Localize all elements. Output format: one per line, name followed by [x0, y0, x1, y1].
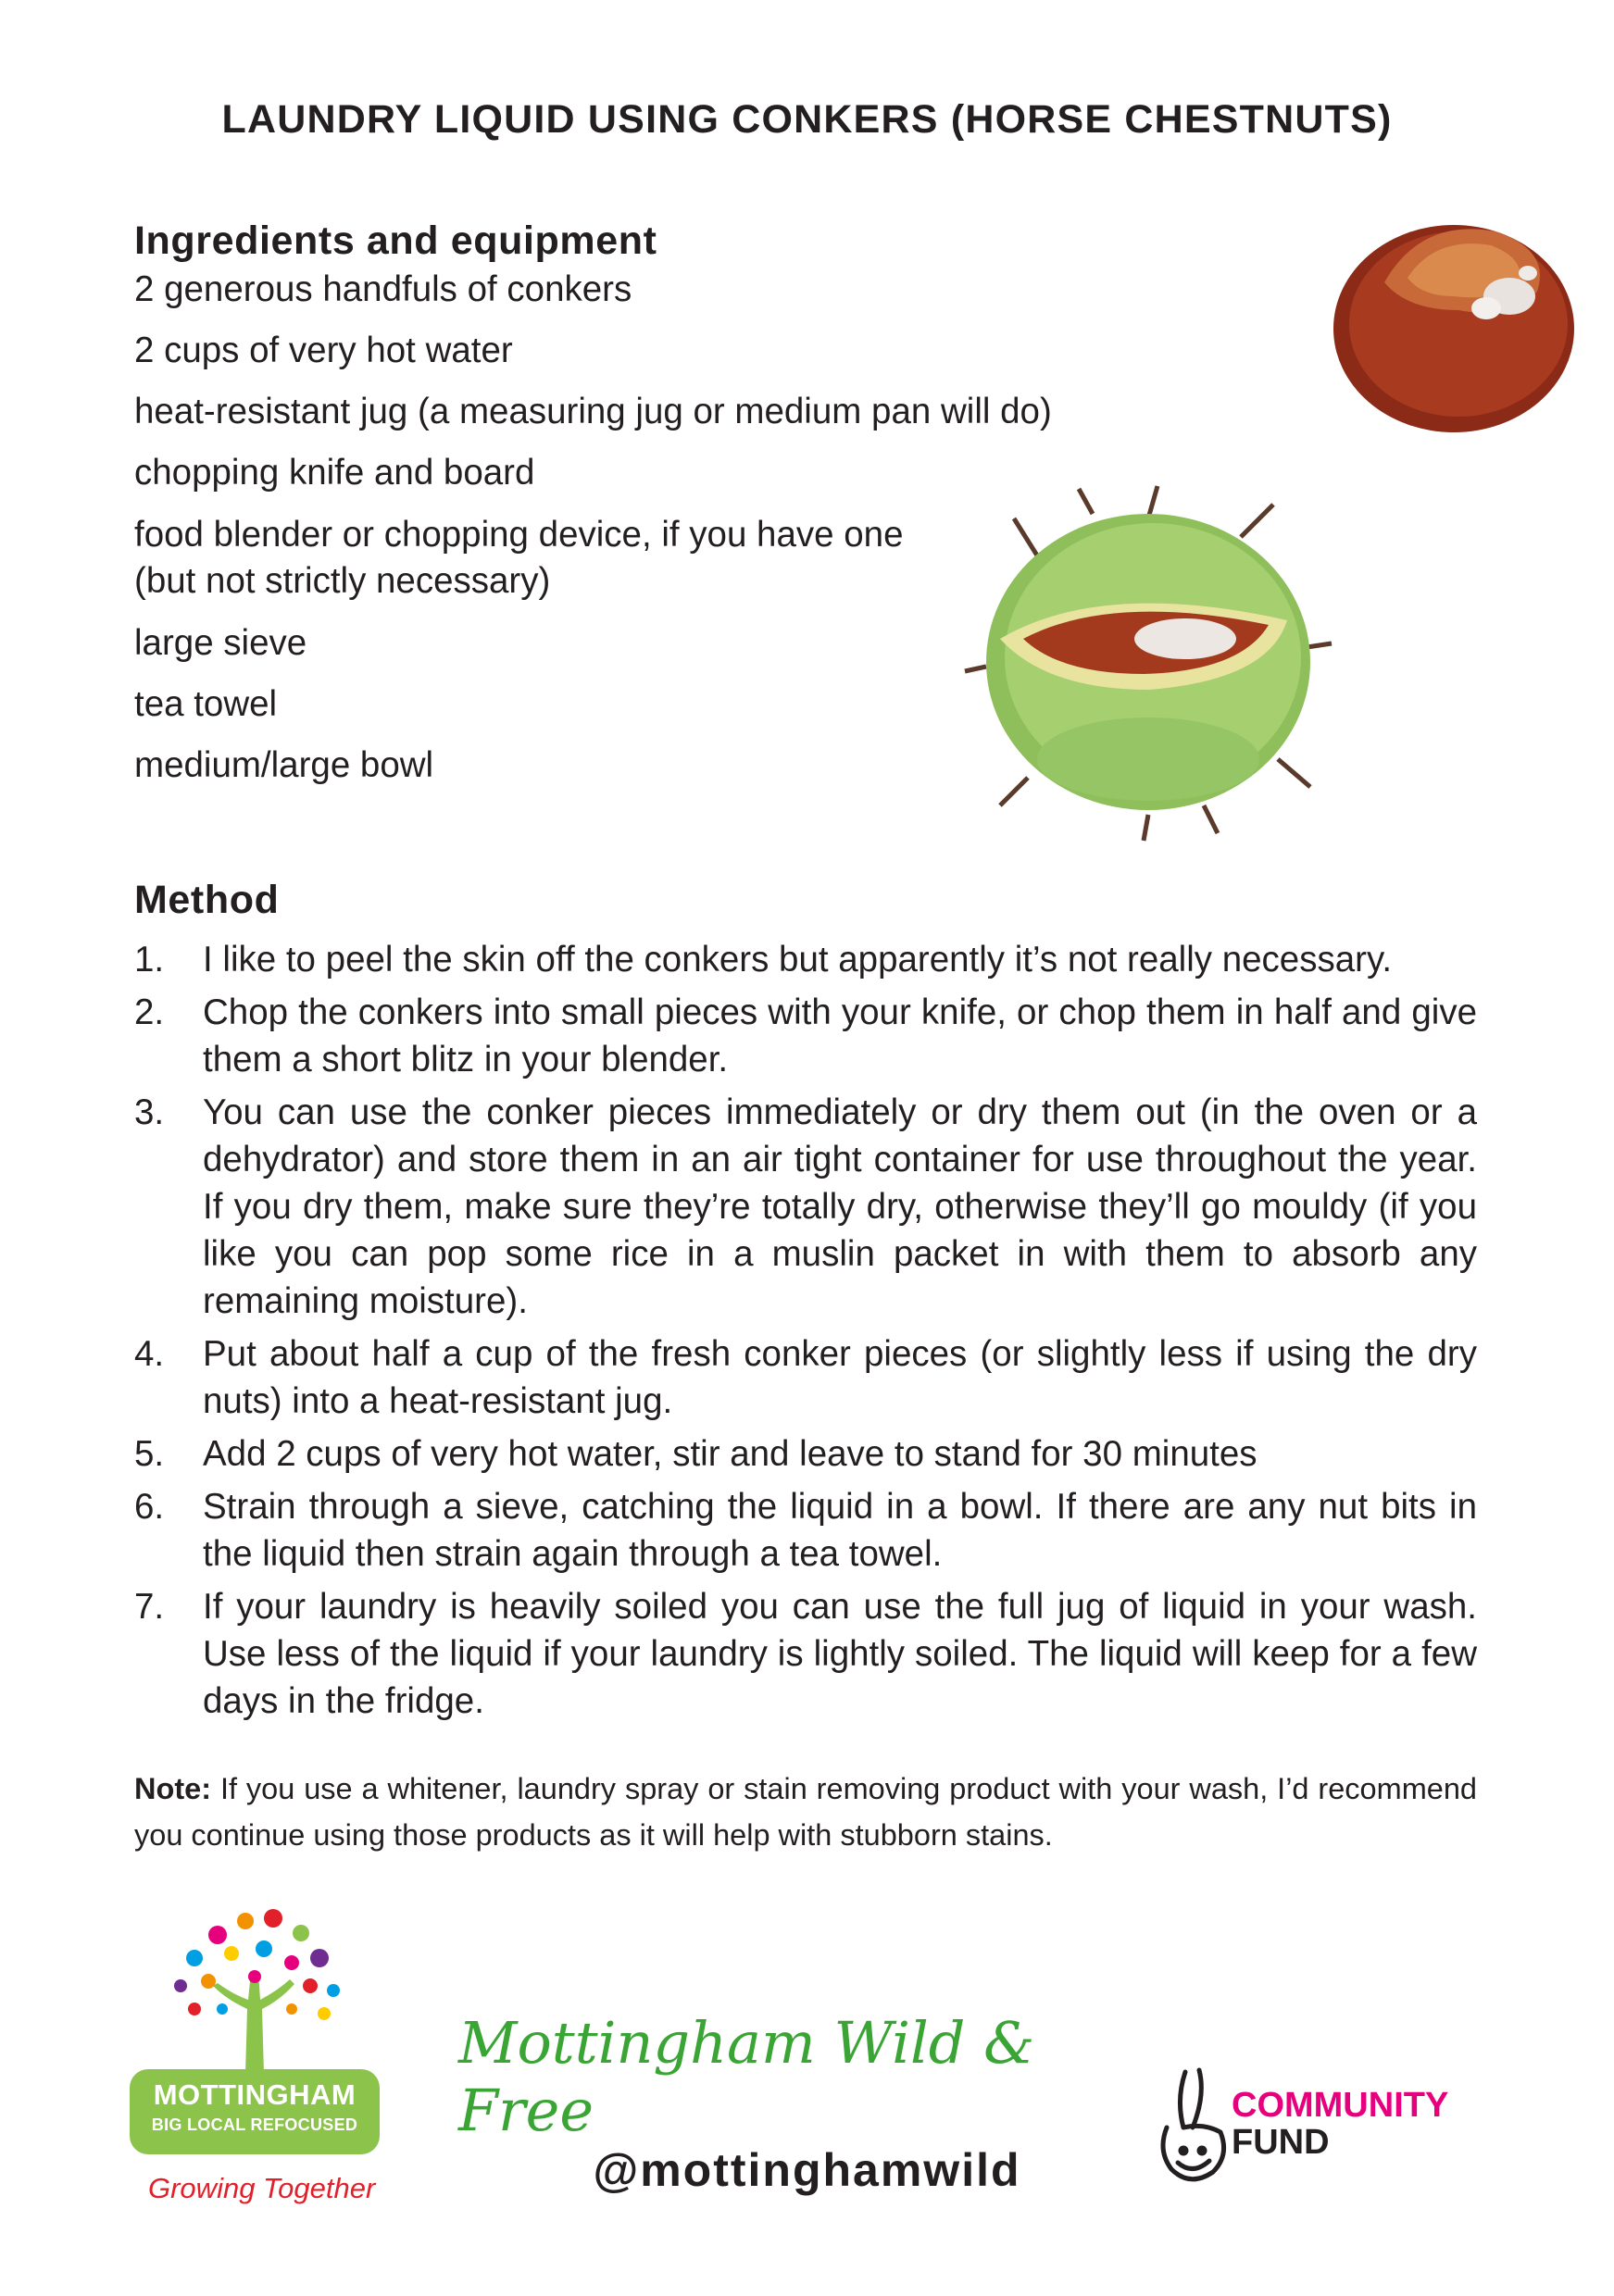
- method-step: [134, 936, 1477, 983]
- step-text: Add 2 cups of very hot water, stir and leave to stand for 30 minutes: [203, 1434, 1257, 1474]
- step-number: 7.: [134, 1587, 165, 1627]
- step-number: 1.: [134, 940, 165, 980]
- ingredient-item: chopping knife and board: [134, 453, 535, 493]
- method-step: [134, 1089, 1477, 1325]
- ingredient-item: large sieve: [134, 623, 307, 663]
- mottingham-badge: [130, 2069, 380, 2154]
- conker-illustration: [1320, 208, 1588, 440]
- logo-tagline: Growing Together: [148, 2172, 376, 2204]
- step-number: 3.: [134, 1092, 165, 1132]
- step-number: 5.: [134, 1434, 165, 1474]
- ingredients-heading: Ingredients and equipment: [134, 218, 657, 263]
- method-step: [134, 1330, 1477, 1425]
- fund-wordmark: [1232, 2087, 1448, 2161]
- fund-line-fund: FUND: [1232, 2123, 1330, 2162]
- tree-icon: [125, 1898, 384, 2074]
- ingredients-section: [134, 218, 1107, 788]
- method-step: [134, 1430, 1477, 1478]
- social-handle: @mottinghamwild: [593, 2144, 1021, 2196]
- method-step: [134, 1583, 1477, 1725]
- method-step: [134, 1483, 1477, 1578]
- step-text: You can use the conker pieces immediately or dry them out (in the oven or a dehydrator) and store them in an air tight container for use throughout the year. If you dry them, make sure they’re totally dry, otherwise they’ll go mouldy (if you like you can pop some rice in a muslin packet in with them to absorb any remaining moisture).: [203, 1092, 1477, 1321]
- logo-name: MOTTINGHAM: [153, 2078, 357, 2111]
- step-text: If your laundry is heavily soiled you can use the full jug of liquid in your wash. Use less of the liquid if your laundry is lightly soiled. The liquid will keep for a few days in the fridge.: [203, 1587, 1477, 1721]
- step-text: Put about half a cup of the fresh conker pieces (or slightly less if using the dry nuts) into a heat-resistant jug.: [203, 1334, 1477, 1421]
- logo-subtitle: BIG LOCAL REFOCUSED: [151, 2115, 358, 2134]
- note-label: Note:: [134, 1772, 212, 1805]
- ingredient-item: tea towel: [134, 684, 278, 724]
- ingredient-item: heat-resistant jug (a measuring jug or medium pan will do): [134, 392, 1052, 431]
- ingredient-item: food blender or chopping device, if you have one (but not strictly necessary): [134, 515, 904, 601]
- step-number: 2.: [134, 992, 165, 1032]
- crossed-fingers-icon: [1148, 2063, 1236, 2192]
- ingredient-item: medium/large bowl: [134, 745, 434, 785]
- page-title: LAUNDRY LIQUID USING CONKERS (HORSE CHESTNUTS): [221, 97, 1393, 142]
- method-step: [134, 989, 1477, 1083]
- note-text: If you use a whitener, laundry spray or stain removing product with your wash, I’d recommend you continue using those products as it will help with stubborn stains.: [134, 1772, 1477, 1852]
- ingredients-list: [134, 268, 1107, 788]
- step-text: I like to peel the skin off the conkers but apparently it’s not really necessary.: [203, 940, 1393, 980]
- step-number: 6.: [134, 1487, 165, 1527]
- step-text: Chop the conkers into small pieces with your knife, or chop them in half and give them a short blitz in your blender.: [203, 992, 1477, 1079]
- step-text: Strain through a sieve, catching the liquid in a bowl. If there are any nut bits in the liquid then strain again through a tea towel.: [203, 1487, 1477, 1574]
- step-number: 4.: [134, 1334, 165, 1374]
- note-paragraph: [134, 1766, 1477, 1858]
- ingredient-item: 2 generous handfuls of conkers: [134, 269, 632, 309]
- method-heading: Method: [134, 878, 280, 922]
- method-section: [134, 878, 1477, 1730]
- method-steps: [134, 936, 1477, 1725]
- mottingham-wild-free-wordmark: Mottingham Wild & Free: [458, 2009, 1035, 2144]
- ingredient-item: 2 cups of very hot water: [134, 331, 513, 370]
- community-fund-logo: [1148, 2063, 1500, 2192]
- fund-line-community: COMMUNITY: [1232, 2086, 1449, 2125]
